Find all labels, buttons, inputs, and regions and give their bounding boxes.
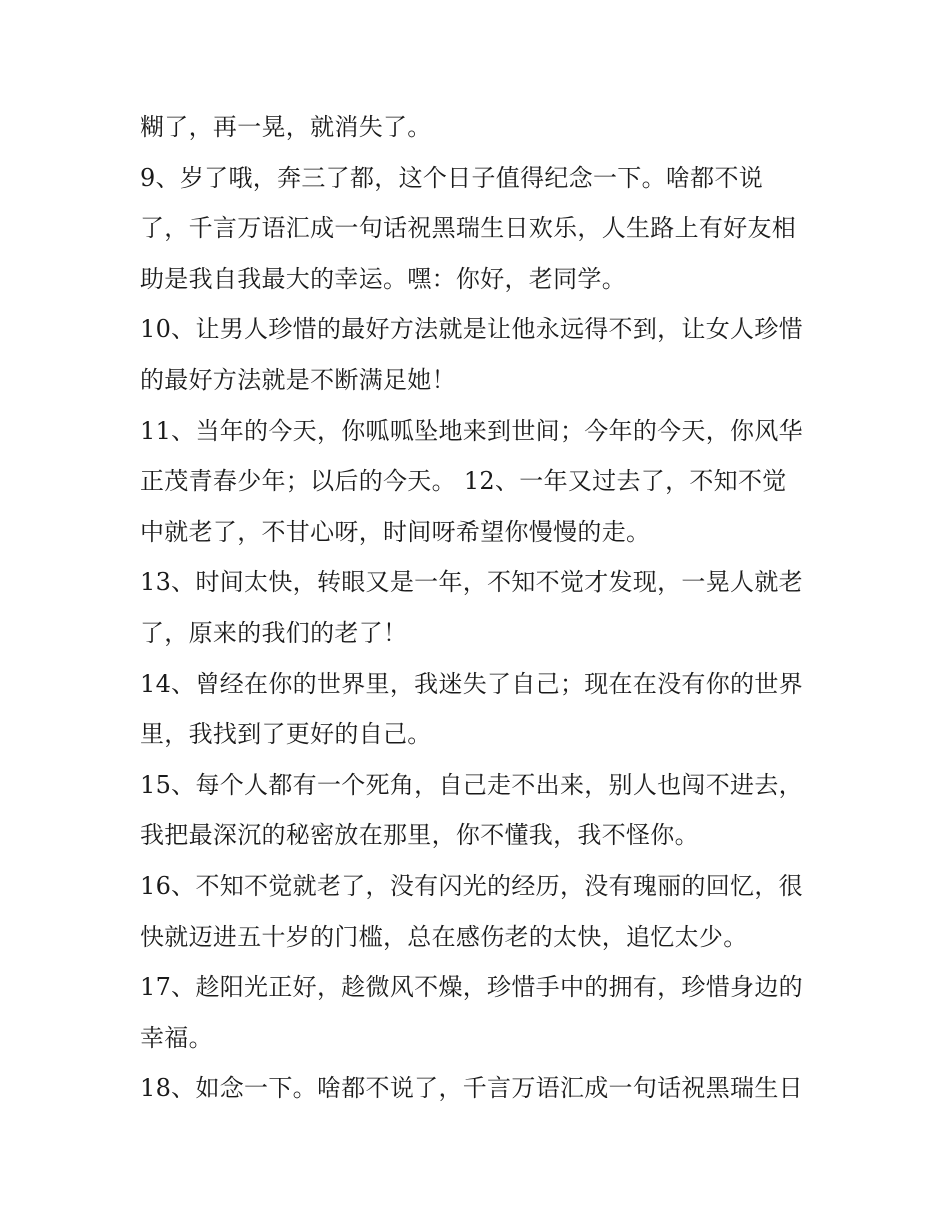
text-line: 16、不知不觉就老了，没有闪光的经历，没有瑰丽的回忆，很 bbox=[140, 871, 803, 900]
text-line: 的最好方法就是不断满足她！ bbox=[140, 365, 456, 394]
text-line: 了，千言万语汇成一句话祝黑瑞生日欢乐，人生路上有好友相 bbox=[140, 214, 797, 243]
text-line: 正茂青春少年；以后的今天。 12、一年又过去了，不知不觉 bbox=[140, 467, 787, 496]
text-line: 11、当年的今天，你呱呱坠地来到世间；今年的今天，你风华 bbox=[140, 416, 803, 445]
text-line: 快就迈进五十岁的门槛，总在感伤老的太快，追忆太少。 bbox=[140, 922, 748, 951]
text-line: 10、让男人珍惜的最好方法就是让他永远得不到，让女人珍惜 bbox=[140, 315, 803, 344]
text-line: 18、如念一下。啥都不说了，千言万语汇成一句话祝黑瑞生日 bbox=[140, 1074, 803, 1103]
text-line: 13、时间太快，转眼又是一年，不知不觉才发现，一晃人就老 bbox=[140, 568, 803, 597]
text-line: 17、趁阳光正好，趁微风不燥，珍惜手中的拥有，珍惜身边的 bbox=[140, 973, 803, 1002]
text-line: 幸福。 bbox=[140, 1023, 213, 1052]
text-line: 糊了，再一晃，就消失了。 bbox=[140, 113, 432, 141]
text-line: 里，我找到了更好的自己。 bbox=[140, 720, 432, 749]
text-line: 15、每个人都有一个死角，自己走不出来，别人也闯不进去， bbox=[140, 770, 803, 799]
text-line: 14、曾经在你的世界里，我迷失了自己；现在在没有你的世界 bbox=[140, 669, 803, 698]
document-body bbox=[140, 102, 830, 1114]
text-line: 助是我自我最大的幸运。嘿：你好，老同学。 bbox=[140, 264, 626, 293]
text-line: 9、岁了哦，奔三了都，这个日子值得纪念一下。啥都不说 bbox=[140, 163, 764, 192]
text-line: 了，原来的我们的老了！ bbox=[140, 618, 408, 647]
text-line: 我把最深沉的秘密放在那里，你不懂我，我不怪你。 bbox=[140, 821, 699, 850]
text-line: 中就老了，不甘心呀，时间呀希望你慢慢的走。 bbox=[140, 517, 651, 546]
